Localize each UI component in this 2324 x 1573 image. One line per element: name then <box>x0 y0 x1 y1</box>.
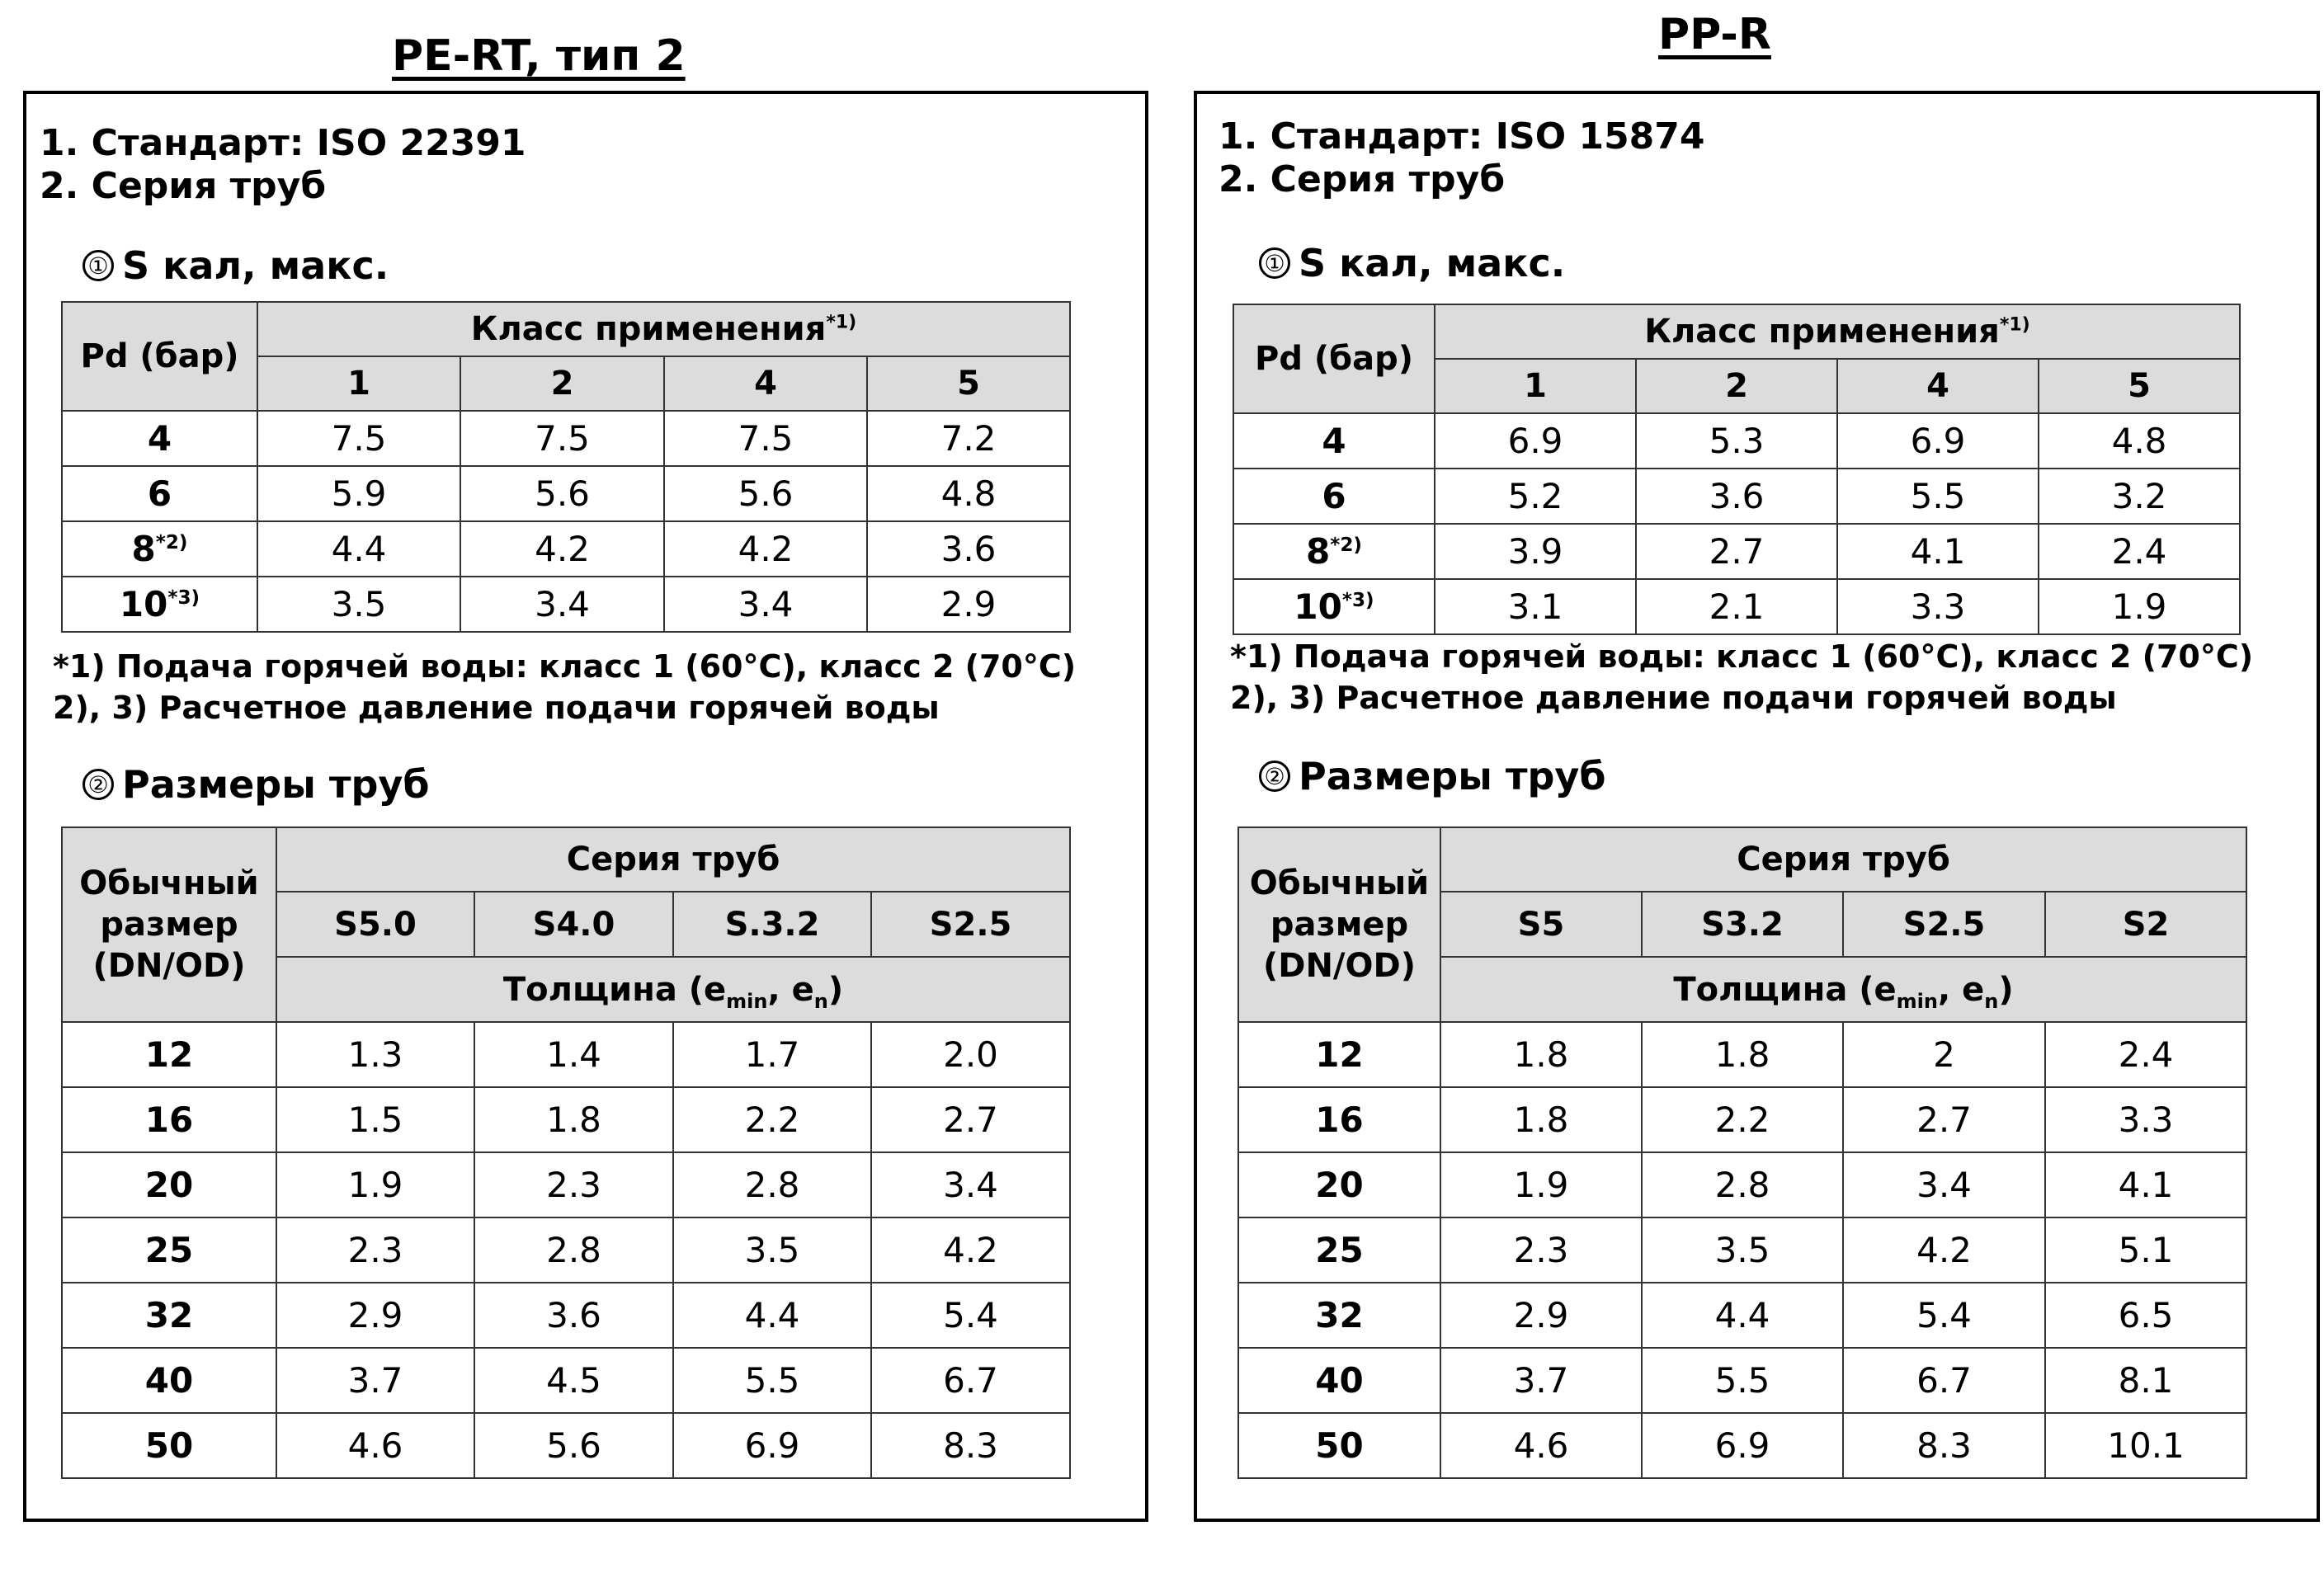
series-col: S2.5 <box>871 892 1070 957</box>
right-sub2-label: Размеры труб <box>1299 754 1606 798</box>
value-cell: 2.3 <box>1440 1217 1642 1283</box>
value-cell: 5.6 <box>664 466 867 521</box>
value-cell: 4.6 <box>1440 1413 1642 1478</box>
value-cell: 4.4 <box>1642 1283 1843 1348</box>
value-cell: 2.9 <box>1440 1283 1642 1348</box>
value-cell: 1.3 <box>276 1022 474 1087</box>
table-row <box>1238 1283 2246 1348</box>
value-cell: 8.1 <box>2045 1348 2246 1413</box>
value-cell: 5.5 <box>1642 1348 1843 1413</box>
table-row <box>62 577 1070 632</box>
size-header: Обычный размер (DN/OD) <box>62 827 276 1022</box>
size-cell: 20 <box>1238 1152 1440 1217</box>
value-cell: 6.9 <box>1642 1413 1843 1478</box>
value-cell: 3.6 <box>1636 469 1837 524</box>
value-cell: 2.8 <box>474 1217 673 1283</box>
left-table-sizes <box>61 827 1071 1479</box>
value-cell: 2 <box>1843 1022 2045 1087</box>
value-cell: 3.6 <box>867 521 1070 577</box>
value-cell: 6.9 <box>1435 413 1636 469</box>
value-cell: 2.3 <box>276 1217 474 1283</box>
value-cell: 3.7 <box>276 1348 474 1413</box>
value-cell: 1.8 <box>1642 1022 1843 1087</box>
series-header: Серия труб <box>1440 827 2246 892</box>
value-cell: 4.5 <box>474 1348 673 1413</box>
value-cell: 2.1 <box>1636 579 1837 634</box>
value-cell: 5.6 <box>460 466 664 521</box>
value-cell: 5.6 <box>474 1413 673 1478</box>
left-series-line: 2. Серия труб <box>40 165 327 207</box>
value-cell: 6.7 <box>1843 1348 2045 1413</box>
circled-two-icon: ② <box>1259 761 1290 792</box>
right-table-s <box>1233 304 2241 635</box>
table-row <box>62 521 1070 577</box>
value-cell: 1.4 <box>474 1022 673 1087</box>
size-cell: 32 <box>1238 1283 1440 1348</box>
value-cell: 2.4 <box>2045 1022 2246 1087</box>
value-cell: 2.8 <box>1642 1152 1843 1217</box>
left-heading: PE-RT, тип 2 <box>392 31 686 81</box>
value-cell: 2.8 <box>673 1152 871 1217</box>
table-row <box>1233 524 2240 579</box>
left-table-s <box>61 301 1071 633</box>
value-cell: 4.2 <box>1843 1217 2045 1283</box>
class-col: 2 <box>1636 359 1837 413</box>
value-cell: 10.1 <box>2045 1413 2246 1478</box>
table-row <box>62 1283 1070 1348</box>
circled-one-icon: ① <box>82 250 114 281</box>
series-col: S5.0 <box>276 892 474 957</box>
left-sub2 <box>82 762 430 807</box>
table-row <box>1233 413 2240 469</box>
value-cell: 2.7 <box>871 1087 1070 1152</box>
value-cell: 3.7 <box>1440 1348 1642 1413</box>
right-sub2 <box>1259 754 1606 798</box>
table-row <box>1238 1217 2246 1283</box>
pd-cell: 8$^{*2)}$ <box>62 521 257 577</box>
value-cell: 4.8 <box>2039 413 2240 469</box>
value-cell: 4.6 <box>276 1413 474 1478</box>
series-col: S2.5 <box>1843 892 2045 957</box>
right-standard: 1. Стандарт: ISO 15874 <box>1219 115 1705 158</box>
value-cell: 3.4 <box>664 577 867 632</box>
size-cell: 16 <box>62 1087 276 1152</box>
left-standard: 1. Стандарт: ISO 22391 <box>40 122 526 164</box>
value-cell: 6.9 <box>673 1413 871 1478</box>
value-cell: 8.3 <box>871 1413 1070 1478</box>
value-cell: 5.2 <box>1435 469 1636 524</box>
right-sub1 <box>1259 241 1565 285</box>
value-cell: 2.7 <box>1843 1087 2045 1152</box>
value-cell: 2.7 <box>1636 524 1837 579</box>
value-cell: 1.8 <box>474 1087 673 1152</box>
class-col: 5 <box>867 356 1070 411</box>
series-col: S2 <box>2045 892 2246 957</box>
table-row <box>62 1087 1070 1152</box>
value-cell: 3.2 <box>2039 469 2240 524</box>
table-row <box>62 1217 1070 1283</box>
pd-cell: 8$^{*2)}$ <box>1233 524 1435 579</box>
left-note2: 2), 3) Расчетное давление подачи горячей воды <box>53 690 940 726</box>
value-cell: 7.2 <box>867 411 1070 466</box>
value-cell: 5.5 <box>1837 469 2039 524</box>
value-cell: 2.2 <box>1642 1087 1843 1152</box>
series-col: S5 <box>1440 892 1642 957</box>
value-cell: 2.9 <box>867 577 1070 632</box>
table-row <box>62 1348 1070 1413</box>
value-cell: 1.8 <box>1440 1022 1642 1087</box>
right-series-line: 2. Серия труб <box>1219 158 1506 200</box>
value-cell: 1.9 <box>2039 579 2240 634</box>
class-col: 5 <box>2039 359 2240 413</box>
right-sub1-label: S кал, макс. <box>1299 241 1566 285</box>
value-cell: 5.5 <box>673 1348 871 1413</box>
table-row <box>62 1413 1070 1478</box>
right-heading: PP-R <box>1658 10 1771 59</box>
value-cell: 2.9 <box>276 1283 474 1348</box>
left-note1: *1) Подача горячей воды: класс 1 (60°C), класс 2 (70°C) <box>53 648 1077 685</box>
value-cell: 6.5 <box>2045 1283 2246 1348</box>
value-cell: 3.3 <box>1837 579 2039 634</box>
pd-cell: 4 <box>1233 413 1435 469</box>
value-cell: 8.3 <box>1843 1413 2045 1478</box>
size-cell: 25 <box>1238 1217 1440 1283</box>
value-cell: 3.1 <box>1435 579 1636 634</box>
table-row <box>62 1022 1070 1087</box>
value-cell: 4.2 <box>460 521 664 577</box>
size-cell: 40 <box>62 1348 276 1413</box>
value-cell: 1.9 <box>276 1152 474 1217</box>
value-cell: 2.2 <box>673 1087 871 1152</box>
left-sub2-label: Размеры труб <box>122 762 430 807</box>
value-cell: 7.5 <box>664 411 867 466</box>
table-row <box>1238 1087 2246 1152</box>
value-cell: 1.5 <box>276 1087 474 1152</box>
pd-cell: 10$^{*3)}$ <box>62 577 257 632</box>
value-cell: 4.2 <box>871 1217 1070 1283</box>
circled-one-icon: ① <box>1259 247 1290 279</box>
table-row <box>1238 1348 2246 1413</box>
value-cell: 4.8 <box>867 466 1070 521</box>
size-cell: 12 <box>62 1022 276 1087</box>
series-col: S4.0 <box>474 892 673 957</box>
size-cell: 16 <box>1238 1087 1440 1152</box>
series-header: Серия труб <box>276 827 1070 892</box>
circled-two-icon: ② <box>82 769 114 800</box>
table-row <box>1233 579 2240 634</box>
table-row <box>1238 1152 2246 1217</box>
value-cell: 6.9 <box>1837 413 2039 469</box>
value-cell: 5.1 <box>2045 1217 2246 1283</box>
value-cell: 1.9 <box>1440 1152 1642 1217</box>
class-header: Класс применения$^{*1)}$ <box>1435 304 2240 359</box>
value-cell: 7.5 <box>460 411 664 466</box>
table-row <box>1233 469 2240 524</box>
pd-cell: 10$^{*3)}$ <box>1233 579 1435 634</box>
value-cell: 5.3 <box>1636 413 1837 469</box>
thickness-header: Толщина ($e_{min}$, $e_n$) <box>1440 957 2246 1022</box>
value-cell: 6.7 <box>871 1348 1070 1413</box>
right-table-sizes <box>1237 827 2247 1479</box>
table-row <box>62 1152 1070 1217</box>
value-cell: 2.4 <box>2039 524 2240 579</box>
value-cell: 4.2 <box>664 521 867 577</box>
pd-cell: 6 <box>1233 469 1435 524</box>
right-note1: *1) Подача горячей воды: класс 1 (60°C), класс 2 (70°C) <box>1230 638 2254 675</box>
value-cell: 5.9 <box>257 466 460 521</box>
size-cell: 50 <box>62 1413 276 1478</box>
class-header: Класс применения$^{*1)}$ <box>257 302 1070 356</box>
series-col: S3.2 <box>1642 892 1843 957</box>
table-row <box>62 466 1070 521</box>
table-row <box>1238 1022 2246 1087</box>
size-cell: 40 <box>1238 1348 1440 1413</box>
right-note2: 2), 3) Расчетное давление подачи горячей воды <box>1230 680 2117 716</box>
class-col: 2 <box>460 356 664 411</box>
pd-cell: 4 <box>62 411 257 466</box>
size-cell: 25 <box>62 1217 276 1283</box>
value-cell: 2.3 <box>474 1152 673 1217</box>
size-cell: 20 <box>62 1152 276 1217</box>
table-row <box>62 411 1070 466</box>
table-row <box>1238 1413 2246 1478</box>
value-cell: 1.8 <box>1440 1087 1642 1152</box>
value-cell: 4.1 <box>2045 1152 2246 1217</box>
value-cell: 4.4 <box>257 521 460 577</box>
value-cell: 3.5 <box>1642 1217 1843 1283</box>
class-col: 1 <box>257 356 460 411</box>
value-cell: 3.5 <box>673 1217 871 1283</box>
pd-header: Pd (бар) <box>62 302 257 411</box>
value-cell: 5.4 <box>871 1283 1070 1348</box>
value-cell: 3.4 <box>460 577 664 632</box>
left-sub1-label: S кал, макс. <box>122 243 389 288</box>
series-col: S.3.2 <box>673 892 871 957</box>
value-cell: 3.4 <box>871 1152 1070 1217</box>
value-cell: 7.5 <box>257 411 460 466</box>
size-cell: 12 <box>1238 1022 1440 1087</box>
class-col: 4 <box>1837 359 2039 413</box>
value-cell: 3.6 <box>474 1283 673 1348</box>
size-header: Обычный размер (DN/OD) <box>1238 827 1440 1022</box>
pd-header: Pd (бар) <box>1233 304 1435 413</box>
class-col: 4 <box>664 356 867 411</box>
value-cell: 4.1 <box>1837 524 2039 579</box>
value-cell: 3.4 <box>1843 1152 2045 1217</box>
size-cell: 50 <box>1238 1413 1440 1478</box>
value-cell: 4.4 <box>673 1283 871 1348</box>
value-cell: 2.0 <box>871 1022 1070 1087</box>
value-cell: 5.4 <box>1843 1283 2045 1348</box>
value-cell: 3.5 <box>257 577 460 632</box>
value-cell: 3.9 <box>1435 524 1636 579</box>
left-sub1 <box>82 243 389 288</box>
thickness-header: Толщина ($e_{min}$, $e_n$) <box>276 957 1070 1022</box>
value-cell: 3.3 <box>2045 1087 2246 1152</box>
value-cell: 1.7 <box>673 1022 871 1087</box>
class-col: 1 <box>1435 359 1636 413</box>
size-cell: 32 <box>62 1283 276 1348</box>
pd-cell: 6 <box>62 466 257 521</box>
